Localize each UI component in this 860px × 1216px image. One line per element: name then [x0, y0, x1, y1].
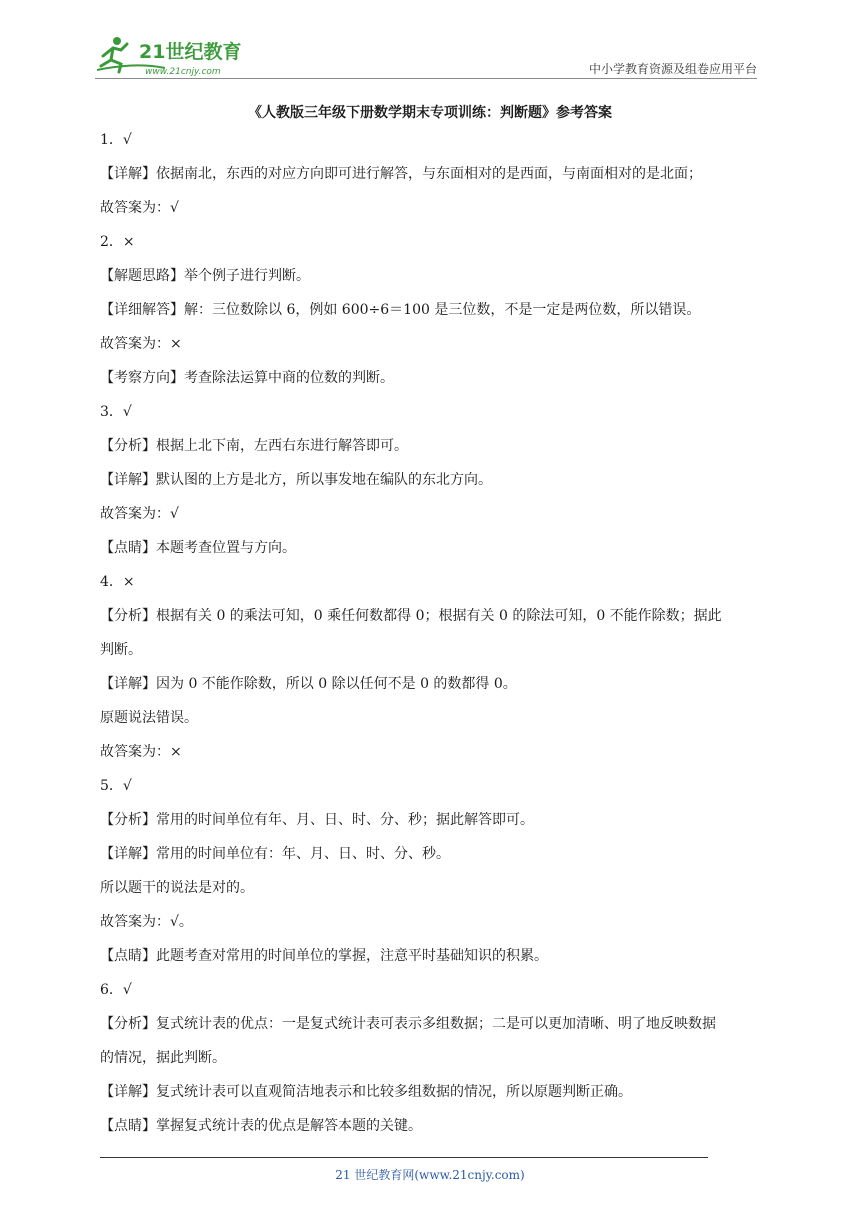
- answer-line: 【点睛】掌握复式统计表的优点是解答本题的关键。: [100, 1118, 422, 1134]
- answer-line: 故答案为：√: [100, 200, 179, 216]
- svg-text:www.21cnjy.com: www.21cnjy.com: [145, 67, 221, 77]
- answer-line: 故答案为：√: [100, 506, 179, 522]
- footer-source: 21 世纪教育网(www.21cnjy.com): [335, 1168, 525, 1182]
- answer-line: 【详解】默认图的上方是北方，所以事发地在编队的东北方向。: [100, 472, 492, 488]
- answer-line: 【分析】常用的时间单位有年、月、日、时、分、秒；据此解答即可。: [100, 812, 534, 828]
- header-divider: [95, 78, 757, 79]
- answer-line: 【分析】复式统计表的优点：一是复式统计表可表示多组数据；二是可以更加清晰、明了地反映数据: [100, 1016, 716, 1032]
- answer-line: 故答案为：×: [100, 744, 182, 760]
- answer-line: 所以题干的说法是对的。: [100, 880, 254, 896]
- answer-line: 3．√: [100, 404, 132, 420]
- answer-line: 故答案为：√。: [100, 914, 193, 930]
- answer-line: 故答案为：×: [100, 336, 182, 352]
- answer-body: [100, 123, 765, 1143]
- answer-line: 【详解】复式统计表可以直观简洁地表示和比较多组数据的情况，所以原题判断正确。: [100, 1084, 632, 1100]
- answer-line: 6．√: [100, 982, 132, 998]
- answer-line: 【分析】根据有关 0 的乘法可知，0 乘任何数都得 0；根据有关 0 的除法可知，0 不能作除数；据此: [100, 608, 722, 624]
- answer-line: 原题说法错误。: [100, 710, 198, 726]
- answer-line: 1．√: [100, 132, 132, 148]
- answer-line: 4．×: [100, 574, 135, 590]
- answer-line: 【点睛】本题考查位置与方向。: [100, 540, 296, 556]
- answer-line: 【解题思路】举个例子进行判断。: [100, 268, 310, 284]
- answer-line: 的情况，据此判断。: [100, 1050, 226, 1066]
- answer-line: 【详细解答】解：三位数除以 6，例如 600÷6＝100 是三位数，不是一定是两位数，所以错误。: [100, 302, 701, 318]
- 21cnjy-logo: [95, 34, 265, 78]
- answer-line: 【分析】根据上北下南，左西右东进行解答即可。: [100, 438, 408, 454]
- answer-line: 【考察方向】考查除法运算中商的位数的判断。: [100, 370, 394, 386]
- answer-line: 2．×: [100, 234, 135, 250]
- svg-text:21世纪教育: 21世纪教育: [139, 41, 242, 63]
- platform-name: 中小学教育资源及组卷应用平台: [588, 62, 757, 76]
- answer-line: 【详解】因为 0 不能作除数，所以 0 除以任何不是 0 的数都得 0。: [100, 676, 517, 692]
- answer-line: 【详解】依据南北，东西的对应方向即可进行解答，与东面相对的是西面，与南面相对的是北面；: [100, 166, 702, 182]
- page-header: [95, 30, 757, 80]
- answer-line: 判断。: [100, 642, 142, 658]
- document-title: 《人教版三年级下册数学期末专项训练：判断题》参考答案: [248, 105, 612, 121]
- answer-line: 【点睛】此题考查对常用的时间单位的掌握，注意平时基础知识的积累。: [100, 948, 548, 964]
- answer-line: 【详解】常用的时间单位有：年、月、日、时、分、秒。: [100, 846, 450, 862]
- answer-line: 5．√: [100, 778, 132, 794]
- footer-divider: [100, 1157, 708, 1158]
